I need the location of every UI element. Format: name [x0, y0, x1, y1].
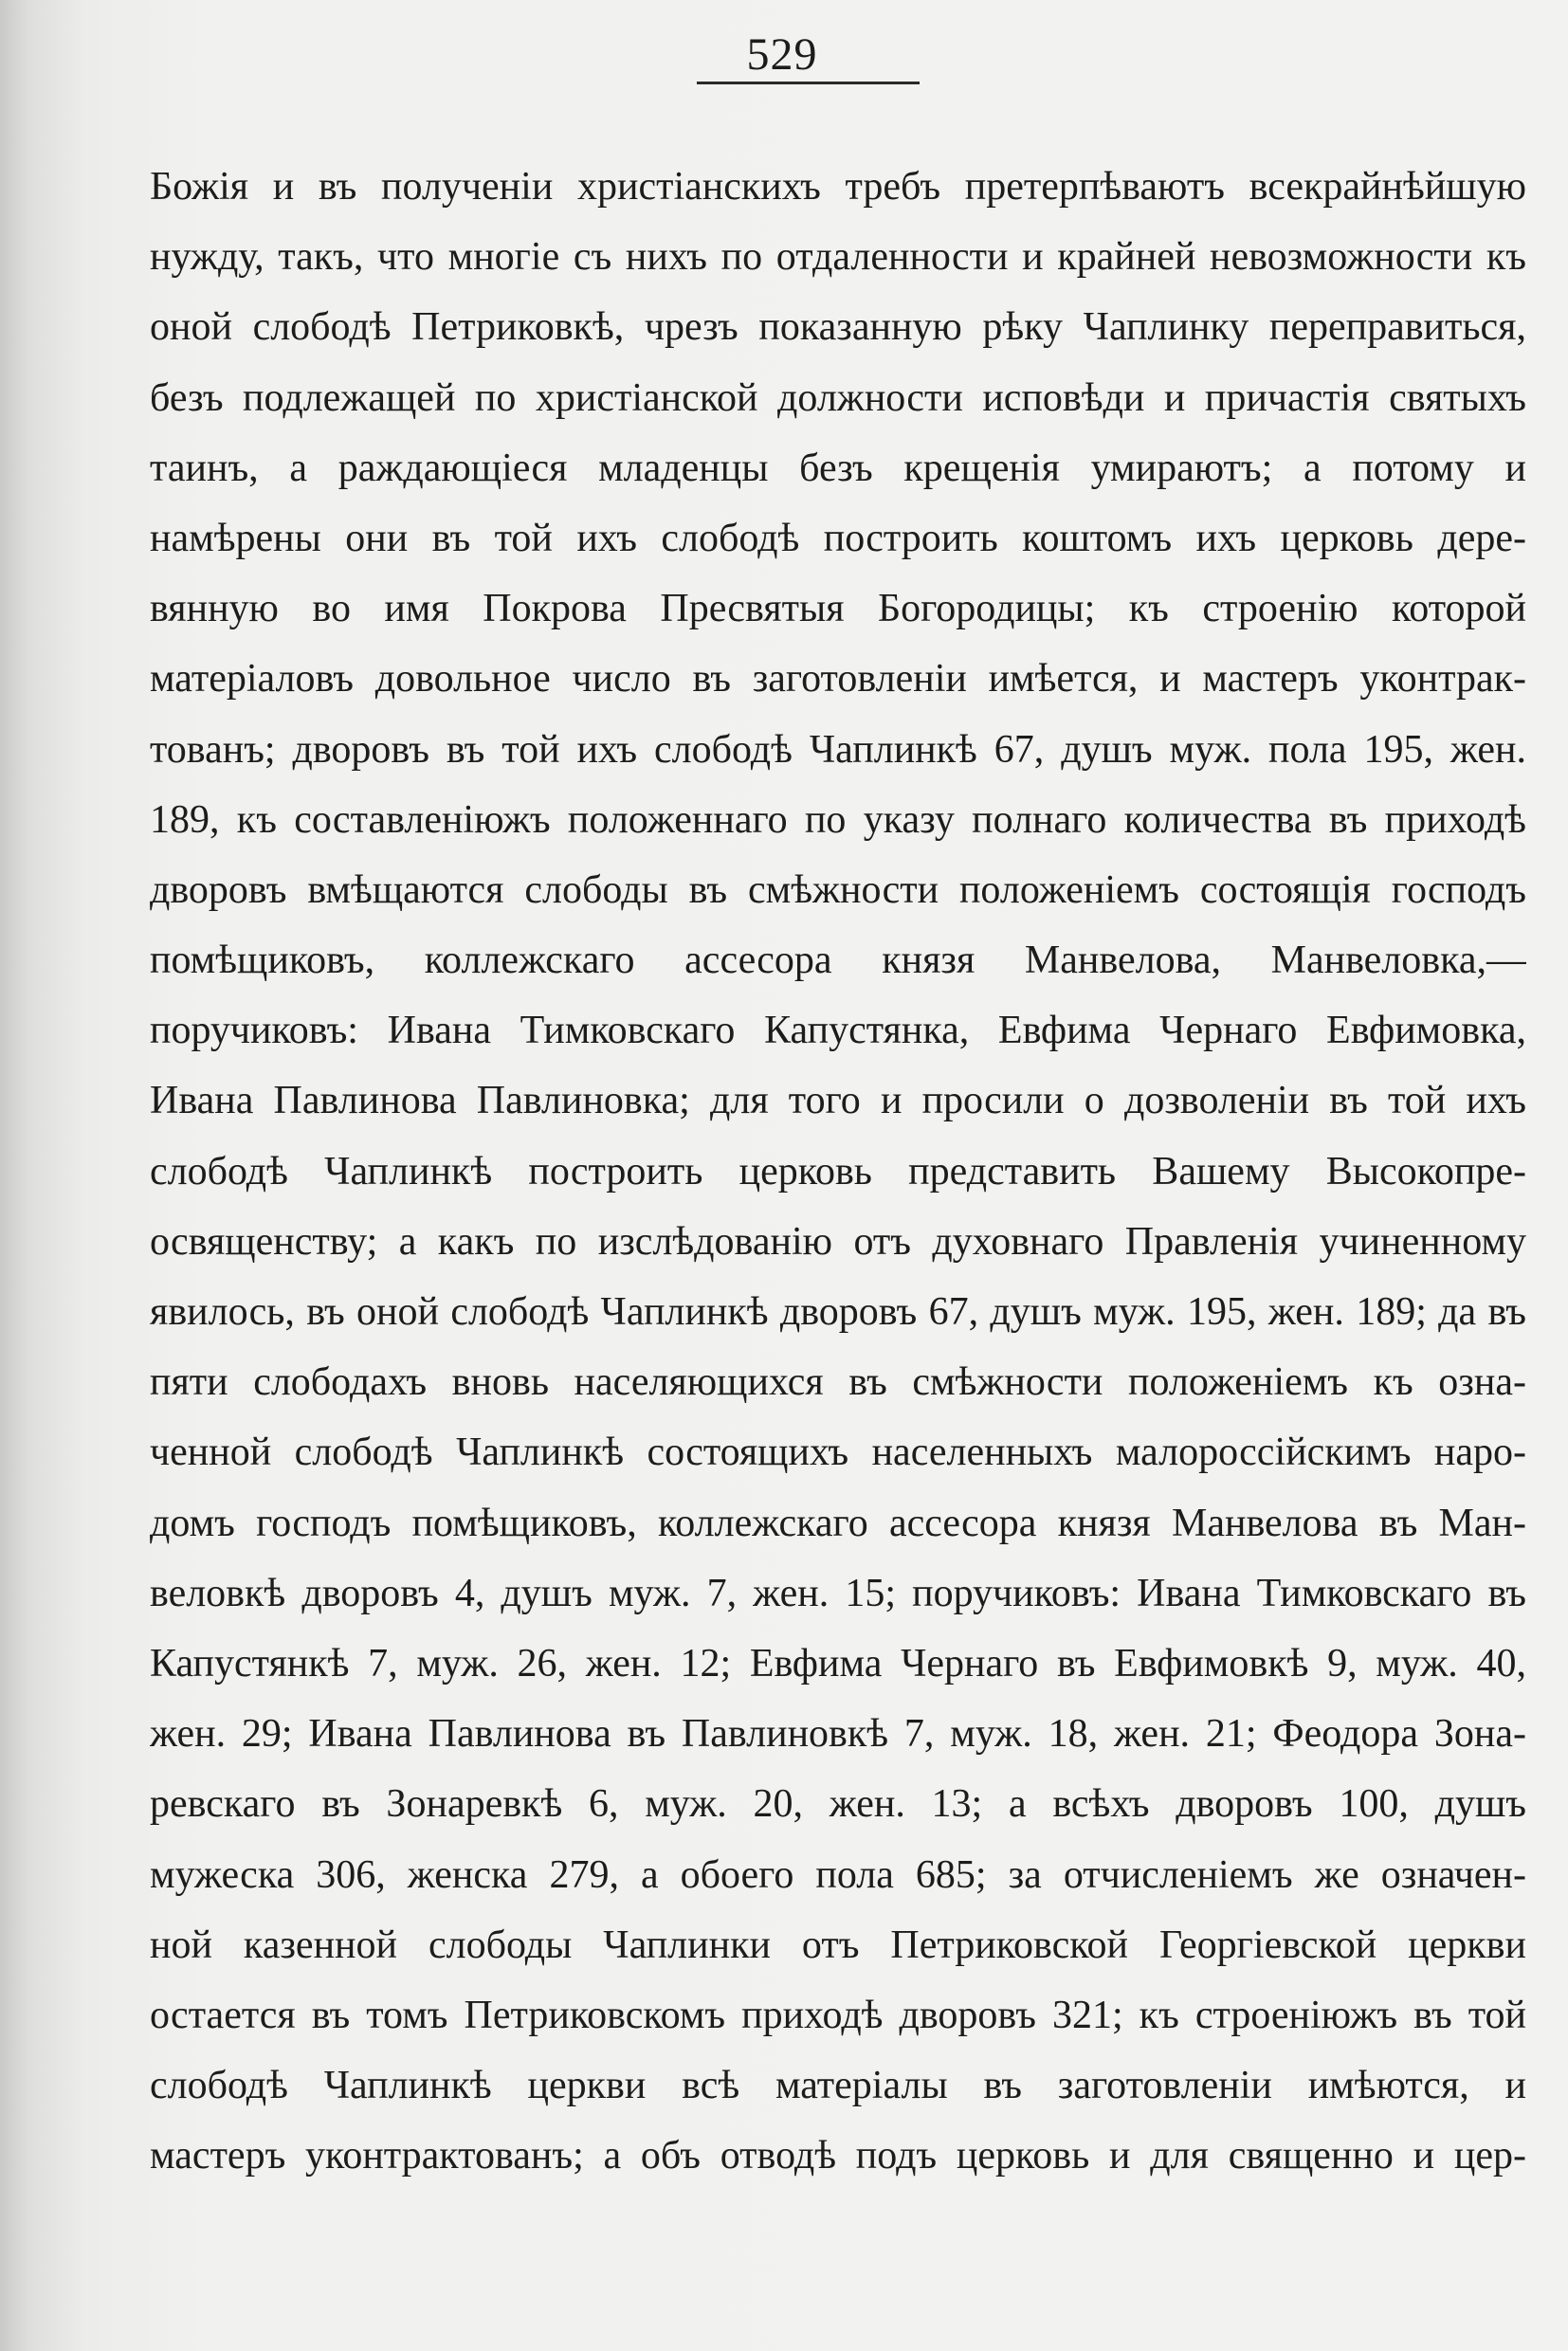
text-line: оной слободѣ Петриковкѣ, чрезъ показанную рѣку Чаплинку переправиться, [150, 305, 1526, 350]
text-line: ревскаго въ Зонаревкѣ 6, муж. 20, жен. 13; а всѣхъ дворовъ 100, душъ [150, 1782, 1526, 1827]
text-line: остается въ томъ Петриковскомъ приходѣ дворовъ 321; къ строеніюжъ въ той [150, 1993, 1526, 2037]
text-line: слободѣ Чаплинкѣ церкви всѣ матеріалы въ заготовленіи имѣются, и [150, 2064, 1526, 2108]
text-line: Капустянкѣ 7, муж. 26, жен. 12; Евфима Чернаго въ Евфимовкѣ 9, муж. 40, [150, 1641, 1526, 1686]
text-line: вянную во имя Покрова Пресвятыя Богородицы; къ строенію которой [150, 587, 1526, 631]
page-number-rule [697, 82, 920, 84]
text-line: мужеска 306, женска 279, а обоего пола 685; за отчисленіемъ же означен- [150, 1852, 1526, 1897]
text-line: нужду, такъ, что многіе съ нихъ по отдаленности и крайней невозможности къ [150, 235, 1526, 280]
text-line: мастеръ уконтрактованъ; а объ отводѣ подъ церковь и для священно и цер- [150, 2134, 1526, 2178]
text-line: домъ господъ помѣщиковъ, коллежскаго ассесора князя Манвелова въ Ман- [150, 1501, 1526, 1545]
text-line: явилось, въ оной слободѣ Чаплинкѣ дворовъ 67, душъ муж. 195, жен. 189; да въ [150, 1290, 1526, 1334]
body-text [150, 152, 1526, 2191]
text-line: поручиковъ: Ивана Тимковскаго Капустянка, Евфима Чернаго Евфимовка, [150, 1009, 1526, 1053]
text-line: помѣщиковъ, коллежскаго ассесора князя Манвелова, Манвеловка,— [150, 939, 1526, 983]
text-line: таинъ, а раждающіеся младенцы безъ крещенія умираютъ; а потому и [150, 446, 1526, 490]
text-line: тованъ; дворовъ въ той ихъ слободѣ Чаплинкѣ 67, душъ муж. пола 195, жен. [150, 727, 1526, 772]
text-line: матеріаловъ довольное число въ заготовленіи имѣется, и мастеръ уконтрак- [150, 657, 1526, 702]
text-line: намѣрены они въ той ихъ слободѣ построить коштомъ ихъ церковь дере- [150, 516, 1526, 560]
text-line: слободѣ Чаплинкѣ построить церковь представить Вашему Высокопре- [150, 1149, 1526, 1194]
text-line: 189, къ составленіюжъ положеннаго по указу полнаго количества въ приходѣ [150, 797, 1526, 842]
text-line: ченной слободѣ Чаплинкѣ состоящихъ населенныхъ малороссійскимъ наро- [150, 1431, 1526, 1475]
text-line: дворовъ вмѣщаются слободы въ смѣжности положеніемъ состоящія господъ [150, 867, 1526, 912]
text-line: жен. 29; Ивана Павлинова въ Павлиновкѣ 7, муж. 18, жен. 21; Феодора Зона- [150, 1712, 1526, 1757]
text-line: безъ подлежащей по христіанской должности исповѣди и причастія святыхъ [150, 375, 1526, 420]
text-line: освященству; а какъ по изслѣдованію отъ духовнаго Правленія учиненному [150, 1219, 1526, 1264]
text-line: Ивана Павлинова Павлиновка; для того и просили о дозволеніи въ той ихъ [150, 1079, 1526, 1123]
text-line: пяти слободахъ вновь населяющихся въ смѣжности положеніемъ къ озна- [150, 1360, 1526, 1405]
text-line: ной казенной слободы Чаплинки отъ Петриковской Георгіевской церкви [150, 1923, 1526, 1967]
text-line: Божія и въ полученіи христіанскихъ требъ претерпѣваютъ всекрайнѣйшую [150, 165, 1526, 209]
page-number: 529 [746, 29, 818, 80]
text-line: веловкѣ дворовъ 4, душъ муж. 7, жен. 15; поручиковъ: Ивана Тимковскаго въ [150, 1571, 1526, 1615]
